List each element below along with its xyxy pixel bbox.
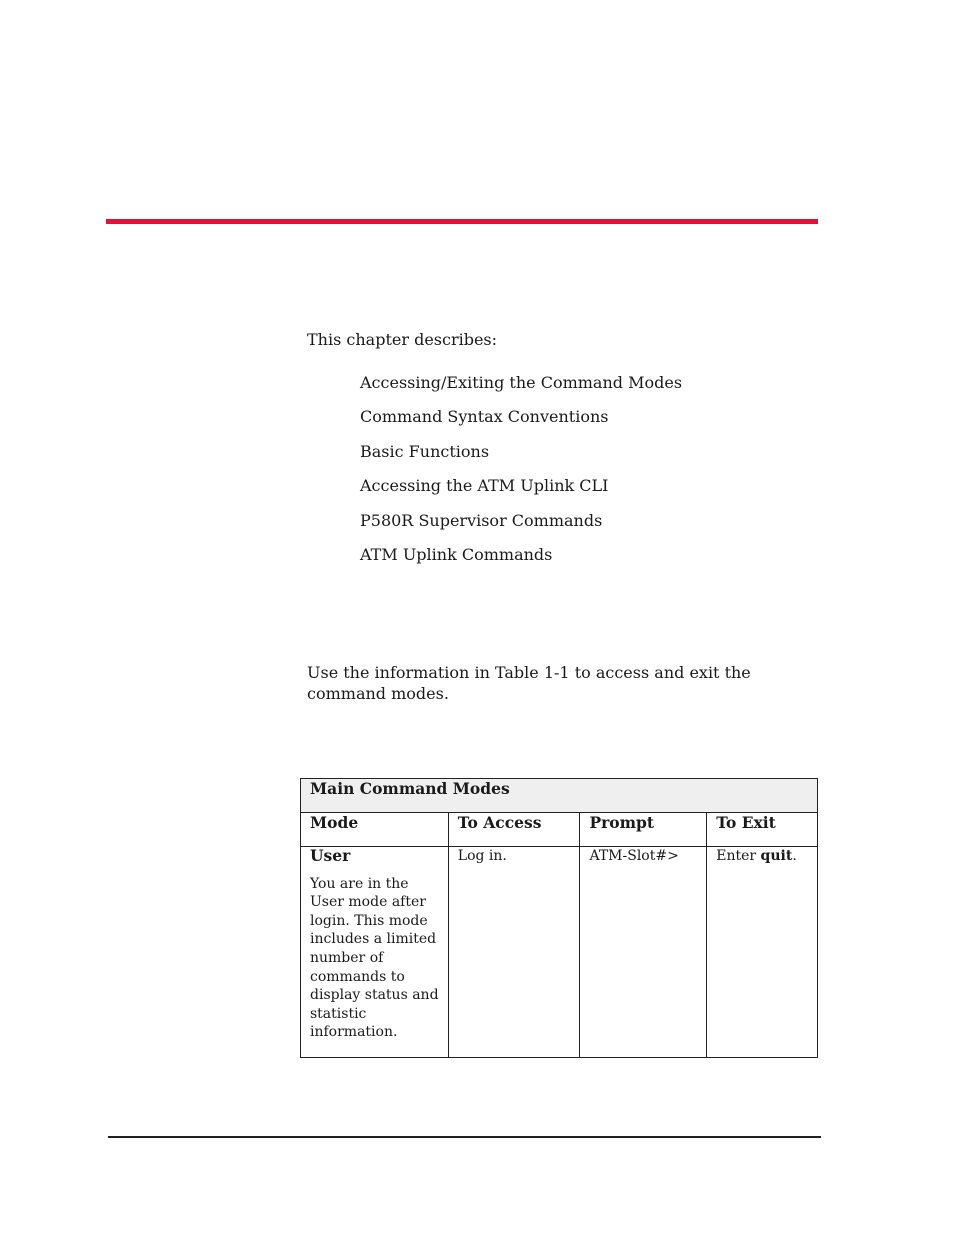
exit-command: quit — [760, 848, 793, 864]
column-header-access: To Access — [448, 813, 580, 847]
topic-list — [360, 372, 682, 578]
table-caption-row — [301, 779, 818, 813]
prompt-cell: ATM-Slot#> — [580, 847, 707, 1058]
mode-description: You are in the User mode after login. This mode includes a limited number of commands to display status and statistic information. — [310, 875, 439, 1041]
mode-name: User — [310, 846, 351, 865]
command-modes-table — [300, 778, 818, 1058]
topic-item: Accessing/Exiting the Command Modes — [360, 373, 683, 392]
topic-item: P580R Supervisor Commands — [360, 510, 603, 530]
column-header-exit: To Exit — [707, 813, 818, 847]
chapter-accent-rule — [106, 219, 818, 224]
table-caption: Main Command Modes — [301, 779, 818, 813]
exit-prefix: Enter — [716, 848, 761, 864]
mode-cell — [301, 847, 449, 1058]
topic-item: Basic Functions — [360, 441, 490, 461]
topic-item: Accessing the ATM Uplink CLI — [360, 476, 609, 496]
footer-rule — [108, 1136, 821, 1138]
table-header-row — [301, 813, 818, 847]
topic-item: ATM Uplink Commands — [360, 544, 553, 564]
table-row — [301, 847, 818, 1058]
body-paragraph: Use the information in Table 1-1 to access and exit the command modes. — [307, 663, 751, 703]
intro-text: This chapter describes: — [307, 330, 498, 349]
column-header-prompt: Prompt — [580, 813, 707, 847]
access-cell: Log in. — [448, 847, 580, 1058]
exit-suffix: . — [792, 848, 797, 864]
topic-item: Command Syntax Conventions — [360, 407, 609, 427]
column-header-mode: Mode — [301, 813, 449, 847]
exit-cell — [707, 847, 818, 1058]
